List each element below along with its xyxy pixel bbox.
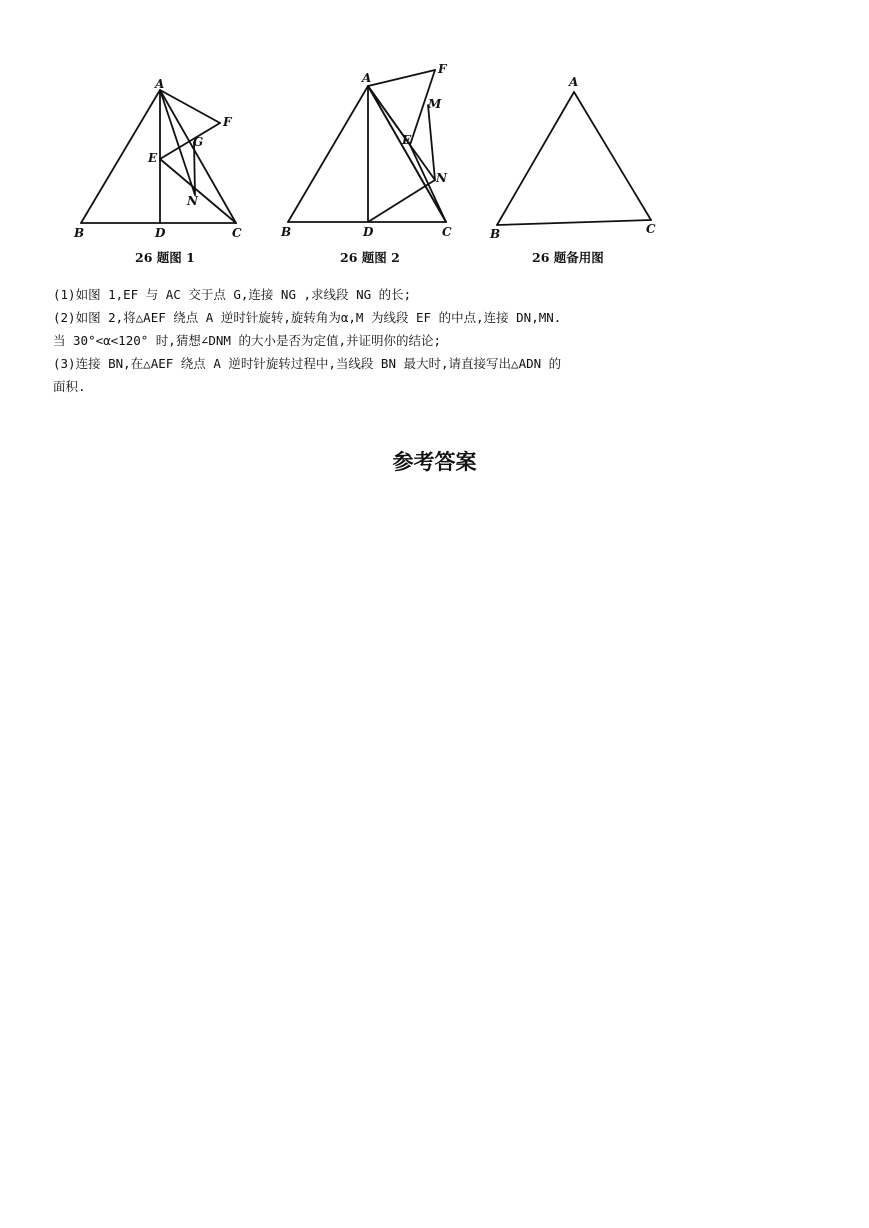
figure-2 xyxy=(270,60,470,245)
figure-1 xyxy=(60,70,260,245)
fig1-point-B: B xyxy=(74,226,85,240)
figure-3 xyxy=(480,70,670,245)
fig2-point-M: M xyxy=(428,97,442,111)
question-line-1: (1)如图 1,EF 与 AC 交于点 G,连接 NG ,求线段 NG 的长; xyxy=(53,287,412,302)
figure-2-caption: 26 题图 2 xyxy=(340,250,400,265)
fig2-point-N: N xyxy=(436,171,447,185)
question-text xyxy=(53,283,673,398)
figure-2-diagram xyxy=(270,60,470,245)
question-line-5: 面积. xyxy=(53,379,86,394)
fig2-point-A: A xyxy=(362,71,372,85)
question-line-4: (3)连接 BN,在△AEF 绕点 A 逆时针旋转过程中,当线段 BN 最大时,请直接写出△ADN 的 xyxy=(53,356,562,371)
fig2-point-B: B xyxy=(281,225,292,239)
fig1-point-C: C xyxy=(232,226,242,240)
fig2-point-D: D xyxy=(363,225,374,239)
fig1-point-F: F xyxy=(223,115,232,129)
fig1-point-D: D xyxy=(155,226,166,240)
question-line-2: (2)如图 2,将△AEF 绕点 A 逆时针旋转,旋转角为α,M 为线段 EF 的中点,连接 DN,MN. xyxy=(53,310,562,325)
fig1-point-A: A xyxy=(155,77,165,91)
fig1-point-G: G xyxy=(193,135,204,149)
fig1-point-E: E xyxy=(148,151,158,165)
fig1-point-N: N xyxy=(187,194,198,208)
fig2-point-F: F xyxy=(438,62,447,76)
question-line-3: 当 30°<α<120° 时,猜想∠DNM 的大小是否为定值,并证明你的结论; xyxy=(53,333,442,348)
fig2-point-C: C xyxy=(442,225,452,239)
figure-1-caption: 26 题图 1 xyxy=(135,250,195,265)
answer-title: 参考答案 xyxy=(392,450,477,474)
figure-1-diagram xyxy=(60,70,260,245)
fig3-point-A: A xyxy=(569,75,579,89)
figure-3-caption: 26 题备用图 xyxy=(532,250,604,265)
fig3-point-B: B xyxy=(490,227,501,241)
fig2-point-E: E xyxy=(402,133,412,147)
figure-3-diagram xyxy=(480,70,670,245)
fig3-point-C: C xyxy=(646,222,656,236)
